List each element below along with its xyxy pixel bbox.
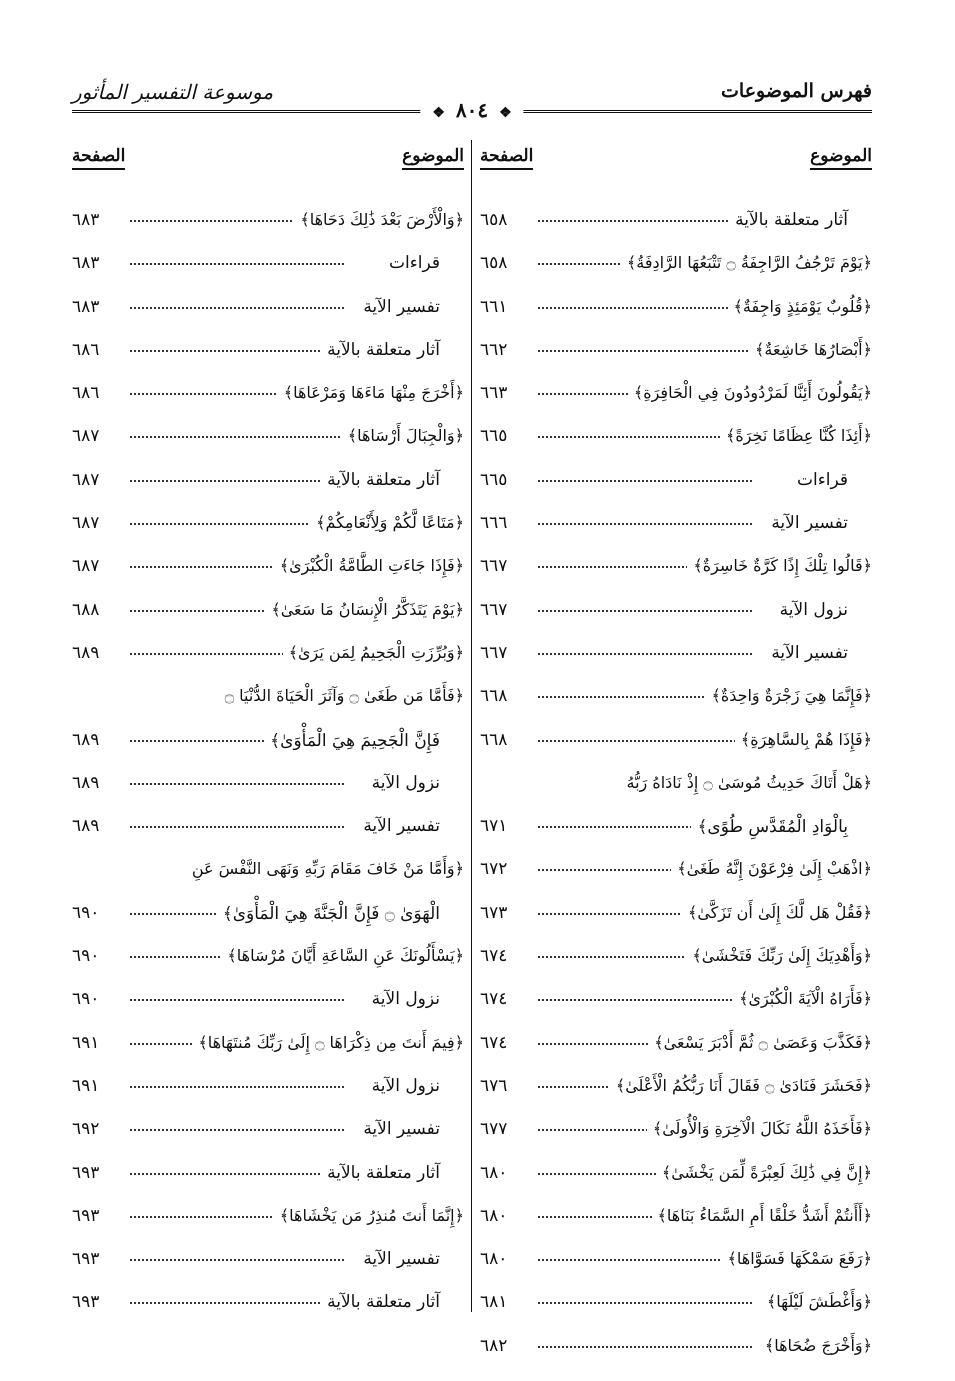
entry-topic: ﴿وَبُرِّزَتِ الْجَحِيمُ لِمَن يَرَىٰ﴾ bbox=[283, 643, 464, 662]
index-entry bbox=[480, 895, 872, 938]
entry-topic: فَإِنَّ الْجَحِيمَ هِيَ الْمَأْوَىٰ﴾ bbox=[264, 730, 440, 751]
entry-page: ٦٩١ bbox=[72, 1032, 100, 1053]
entry-page: ٦٦٥ bbox=[480, 469, 508, 490]
page-header bbox=[72, 80, 872, 122]
entry-topic: ﴿وَأَخْرَجَ ضُحَاهَا﴾ bbox=[759, 1336, 872, 1355]
leader-dots bbox=[130, 1173, 344, 1175]
entry-page: ٦٨٩ bbox=[72, 642, 100, 663]
entry-page: ٦٨٨ bbox=[72, 599, 100, 620]
index-entry bbox=[72, 592, 464, 635]
entry-topic: ﴿فَأَرَاهُ الْآيَةَ الْكُبْرَىٰ﴾ bbox=[733, 989, 872, 1008]
leader-dots bbox=[538, 653, 752, 655]
index-entry bbox=[480, 505, 872, 548]
index-entry bbox=[72, 1025, 464, 1068]
right-column-head bbox=[480, 140, 872, 182]
leader-dots bbox=[130, 999, 344, 1001]
entry-topic: ﴿يَوْمَ يَتَذَكَّرُ الْإِنسَانُ مَا سَعَىٰ﴾ bbox=[265, 600, 464, 619]
index-entry bbox=[72, 722, 464, 765]
index-entry bbox=[480, 678, 872, 721]
entry-page: ٦٦٧ bbox=[480, 599, 508, 620]
entry-page: ٦٦٨ bbox=[480, 729, 508, 750]
index-entry bbox=[480, 1155, 872, 1198]
index-entry bbox=[72, 245, 464, 288]
entry-page: ٦٩٢ bbox=[72, 1119, 100, 1140]
entry-page: ٦٨٩ bbox=[72, 816, 100, 837]
leader-dots bbox=[538, 480, 752, 482]
ornament-icon: ❖ bbox=[432, 105, 445, 121]
leader-dots bbox=[130, 307, 344, 309]
index-entry bbox=[480, 592, 872, 635]
leader-dots bbox=[130, 480, 344, 482]
entry-topic: ﴿أَئِذَا كُنَّا عِظَامًا نَخِرَةً﴾ bbox=[720, 426, 872, 445]
entry-page: ٦٨٣ bbox=[72, 210, 100, 230]
entry-page: ٦٥٨ bbox=[480, 253, 508, 274]
entry-page: ٦٦٥ bbox=[480, 426, 508, 447]
index-entry bbox=[72, 808, 464, 851]
entry-topic: ﴿وَأَهْدِيَكَ إِلَىٰ رَبِّكَ فَتَخْشَىٰ﴾ bbox=[686, 946, 872, 965]
index-entry bbox=[480, 462, 872, 505]
entry-topic: ﴿قَالُوا تِلْكَ إِذًا كَرَّةٌ خَاسِرَةٌ﴾ bbox=[687, 556, 872, 575]
index-entry bbox=[72, 202, 464, 245]
entry-topic: ﴿وَالْجِبَالَ أَرْسَاهَا﴾ bbox=[342, 426, 464, 445]
index-entry bbox=[72, 1284, 464, 1327]
entry-page: ٦٦٧ bbox=[480, 556, 508, 577]
index-entry bbox=[72, 1155, 464, 1198]
entry-page: ٦٧٦ bbox=[480, 1075, 508, 1096]
index-entry bbox=[480, 1025, 872, 1068]
entry-page: ٦٩٠ bbox=[72, 902, 100, 923]
entry-topic: تفسير الآية bbox=[765, 643, 848, 663]
leader-dots bbox=[538, 1302, 752, 1304]
entry-topic: ﴿أَأَنتُمْ أَشَدُّ خَلْقًا أَمِ السَّمَاءُ بَنَاهَا﴾ bbox=[652, 1206, 872, 1225]
entry-page: ٦٦٢ bbox=[480, 339, 508, 360]
entry-page: ٦٨٢ bbox=[480, 1335, 508, 1356]
entry-page: ٦٨١ bbox=[480, 1292, 508, 1313]
index-entry bbox=[72, 895, 464, 938]
entry-topic: ﴿يَسْأَلُونَكَ عَنِ السَّاعَةِ أَيَّانَ مُرْسَاهَا﴾ bbox=[221, 946, 464, 965]
index-entry bbox=[480, 245, 872, 288]
leader-dots bbox=[538, 1346, 752, 1348]
entry-topic: نزول الآية bbox=[366, 989, 440, 1009]
entry-topic: ﴿فَإِذَا جَاءَتِ الطَّامَّةُ الْكُبْرَىٰ﴾ bbox=[274, 556, 464, 575]
entry-topic: آثار متعلقة بالآية bbox=[729, 210, 848, 230]
entry-topic: آثار متعلقة بالآية bbox=[321, 340, 440, 360]
leader-dots bbox=[538, 999, 752, 1001]
entry-page: ٦٨٩ bbox=[72, 772, 100, 793]
entry-topic: ﴿فَأَمَّا مَن طَغَىٰ ۝ وَآثَرَ الْحَيَاةَ الدُّنْيَا ۝ bbox=[219, 686, 464, 705]
entry-page: ٦٨٧ bbox=[72, 426, 100, 447]
leader-dots bbox=[538, 350, 752, 352]
entry-topic: تفسير الآية bbox=[765, 513, 848, 533]
entry-page: ٦٨٠ bbox=[480, 1162, 508, 1183]
entry-page: ٦٧١ bbox=[480, 816, 508, 837]
leader-dots bbox=[130, 263, 344, 265]
entry-topic: ﴿فَإِنَّمَا هِيَ زَجْرَةٌ وَاحِدَةٌ﴾ bbox=[705, 686, 872, 705]
index-entry bbox=[72, 635, 464, 678]
index-entry bbox=[72, 765, 464, 808]
leader-dots bbox=[538, 523, 752, 525]
index-entry bbox=[72, 1198, 464, 1241]
entry-page: ٦٨٠ bbox=[480, 1249, 508, 1270]
index-entry bbox=[72, 418, 464, 461]
entry-topic: ﴿اذْهَبْ إِلَىٰ فِرْعَوْنَ إِنَّهُ طَغَىٰ﴾ bbox=[671, 859, 872, 878]
entry-page: ٦٦١ bbox=[480, 296, 508, 317]
leader-dots bbox=[130, 826, 344, 828]
entry-topic: تفسير الآية bbox=[357, 1249, 440, 1269]
entry-page: ٦٦٨ bbox=[480, 686, 508, 707]
index-entry bbox=[72, 1111, 464, 1154]
entry-page: ٦٦٣ bbox=[480, 383, 508, 404]
index-entry bbox=[480, 765, 872, 808]
entry-topic: آثار متعلقة بالآية bbox=[321, 1163, 440, 1183]
entry-page: ٦٨٩ bbox=[72, 729, 100, 750]
index-entry bbox=[480, 851, 872, 894]
entry-page: ٦٨٧ bbox=[72, 556, 100, 577]
entry-topic: ﴿وَأَمَّا مَنْ خَافَ مَقَامَ رَبِّهِ وَنَهَى النَّفْسَ عَنِ bbox=[186, 859, 464, 878]
leader-dots bbox=[538, 610, 752, 612]
page-number: ٨٠٤ bbox=[455, 98, 489, 122]
entry-page: ٦٨٠ bbox=[480, 1205, 508, 1226]
leader-dots bbox=[538, 307, 752, 309]
index-entry bbox=[72, 548, 464, 591]
leader-dots bbox=[130, 1129, 344, 1131]
entry-page: ٦٨٧ bbox=[72, 513, 100, 534]
right-column bbox=[480, 140, 872, 1356]
entry-topic: ﴿يَوْمَ تَرْجُفُ الرَّاجِفَةُ ۝ تَتْبَعُهَا الرَّادِفَةُ﴾ bbox=[621, 253, 872, 272]
index-entry bbox=[480, 375, 872, 418]
page-heading: الصفحة bbox=[480, 146, 533, 170]
entry-page: ٦٩١ bbox=[72, 1075, 100, 1096]
topic-heading: الموضوع bbox=[402, 146, 464, 170]
entry-topic: ﴿إِنَّ فِي ذَٰلِكَ لَعِبْرَةً لِّمَن يَخْشَىٰ﴾ bbox=[656, 1163, 872, 1182]
entry-page: ٦٧٧ bbox=[480, 1119, 508, 1140]
index-entry bbox=[72, 981, 464, 1024]
right-rows bbox=[480, 202, 872, 1371]
entry-page: ٦٧٤ bbox=[480, 946, 508, 967]
entry-topic: ﴿قُلُوبٌ يَوْمَئِذٍ وَاجِفَةٌ﴾ bbox=[728, 297, 872, 316]
topic-heading: الموضوع bbox=[810, 146, 872, 170]
entry-page: ٦٩٠ bbox=[72, 946, 100, 967]
entry-topic: نزول الآية bbox=[366, 1076, 440, 1096]
entry-page: ٦٩٣ bbox=[72, 1162, 100, 1183]
entry-page: ٦٨٦ bbox=[72, 383, 100, 404]
index-entry bbox=[72, 289, 464, 332]
section-title: فهرس الموضوعات bbox=[721, 80, 872, 102]
index-entry bbox=[72, 375, 464, 418]
entry-page: ٦٩٣ bbox=[72, 1205, 100, 1226]
index-entry bbox=[480, 202, 872, 245]
entry-page: ٦٧٤ bbox=[480, 1032, 508, 1053]
entry-page: ٦٧٢ bbox=[480, 859, 508, 880]
entry-topic: ﴿إِنَّمَا أَنتَ مُنذِرُ مَن يَخْشَاهَا﴾ bbox=[274, 1206, 464, 1225]
index-entry bbox=[480, 1284, 872, 1327]
entry-topic: ﴿وَالْأَرْضَ بَعْدَ ذَٰلِكَ دَحَاهَا﴾ bbox=[294, 210, 464, 229]
leader-dots bbox=[538, 1259, 752, 1261]
entry-page: ٦٨٦ bbox=[72, 339, 100, 360]
entry-topic: ﴿فَحَشَرَ فَنَادَىٰ ۝ فَقَالَ أَنَا رَبُّكُمُ الْأَعْلَىٰ﴾ bbox=[610, 1076, 872, 1095]
index-entry bbox=[480, 722, 872, 765]
entry-topic: تفسير الآية bbox=[357, 1119, 440, 1139]
entry-topic: ﴿فِيمَ أَنتَ مِن ذِكْرَاهَا ۝ إِلَىٰ رَبِّكَ مُنتَهَاهَا﴾ bbox=[192, 1033, 464, 1052]
index-entry bbox=[480, 981, 872, 1024]
entry-topic: آثار متعلقة بالآية bbox=[321, 470, 440, 490]
leader-dots bbox=[130, 783, 344, 785]
left-column-head bbox=[72, 140, 464, 182]
index-entry bbox=[480, 1328, 872, 1371]
entry-topic: ﴿فَإِذَا هُمْ بِالسَّاهِرَةِ﴾ bbox=[735, 730, 872, 749]
entry-page: ٦٨٧ bbox=[72, 469, 100, 490]
entry-page: ٦٥٨ bbox=[480, 210, 508, 230]
index-entry bbox=[480, 1198, 872, 1241]
entry-page: ٦٨٣ bbox=[72, 253, 100, 274]
index-entry bbox=[72, 851, 464, 894]
entry-topic: ﴿فَكَذَّبَ وَعَصَىٰ ۝ ثُمَّ أَدْبَرَ يَسْعَىٰ﴾ bbox=[648, 1033, 872, 1052]
left-column bbox=[72, 140, 464, 1315]
entry-topic: ﴿مَتَاعًا لَّكُمْ وَلِأَنْعَامِكُمْ﴾ bbox=[310, 513, 464, 532]
entry-topic: تفسير الآية bbox=[357, 816, 440, 836]
index-entry bbox=[72, 505, 464, 548]
entry-topic: ﴿أَبْصَارُهَا خَاشِعَةٌ﴾ bbox=[749, 340, 872, 359]
entry-topic: قراءات bbox=[383, 253, 440, 273]
index-entry bbox=[72, 938, 464, 981]
entry-topic: قراءات bbox=[791, 470, 848, 490]
entry-page: ٦٦٧ bbox=[480, 642, 508, 663]
entry-page: ٦٩٠ bbox=[72, 989, 100, 1010]
leader-dots bbox=[130, 1302, 344, 1304]
entry-topic: آثار متعلقة بالآية bbox=[321, 1292, 440, 1312]
index-entry bbox=[480, 1111, 872, 1154]
index-entry bbox=[480, 635, 872, 678]
index-entry bbox=[72, 1068, 464, 1111]
entry-page: ٦٩٣ bbox=[72, 1249, 100, 1270]
entry-topic: ﴿وَأَغْطَشَ لَيْلَهَا﴾ bbox=[761, 1292, 872, 1311]
left-rows bbox=[72, 202, 464, 1328]
entry-topic: تفسير الآية bbox=[357, 297, 440, 317]
leader-dots bbox=[130, 350, 344, 352]
index-entry bbox=[480, 808, 872, 851]
index-entry bbox=[480, 548, 872, 591]
entry-topic: ﴿رَفَعَ سَمْكَهَا فَسَوَّاهَا﴾ bbox=[722, 1249, 873, 1268]
page-number-block bbox=[420, 98, 523, 122]
entry-topic: ﴿يَقُولُونَ أَئِنَّا لَمَرْدُودُونَ فِي الْحَافِرَةِ﴾ bbox=[628, 383, 872, 402]
column-divider bbox=[471, 140, 472, 1312]
index-entry bbox=[72, 678, 464, 721]
index-entry bbox=[480, 418, 872, 461]
entry-topic: ﴿أَخْرَجَ مِنْهَا مَاءَهَا وَمَرْعَاهَا﴾ bbox=[278, 383, 464, 402]
index-entry bbox=[480, 332, 872, 375]
entry-page: ٦٨٣ bbox=[72, 296, 100, 317]
entry-page: ٦٧٣ bbox=[480, 902, 508, 923]
index-entry bbox=[480, 289, 872, 332]
leader-dots bbox=[538, 220, 752, 222]
index-entry bbox=[72, 332, 464, 375]
entry-topic: بِالْوَادِ الْمُقَدَّسِ طُوًى﴾ bbox=[691, 816, 848, 837]
entry-topic: ﴿فَأَخَذَهُ اللَّهُ نَكَالَ الْآخِرَةِ وَالْأُولَىٰ﴾ bbox=[647, 1119, 872, 1138]
index-entry bbox=[480, 1068, 872, 1111]
entry-topic: نزول الآية bbox=[366, 773, 440, 793]
entry-topic: ﴿هَلْ أَتَاكَ حَدِيثُ مُوسَىٰ ۝ إِذْ نَادَاهُ رَبُّهُ bbox=[620, 773, 872, 792]
entry-topic: نزول الآية bbox=[774, 600, 848, 620]
book-title: موسوعة التفسير المأثور bbox=[72, 80, 274, 104]
leader-dots bbox=[130, 1086, 344, 1088]
page-heading: الصفحة bbox=[72, 146, 125, 170]
leader-dots bbox=[130, 436, 344, 438]
leader-dots bbox=[130, 1259, 344, 1261]
entry-topic: الْهَوَىٰ ۝ فَإِنَّ الْجَنَّةَ هِيَ الْمَأْوَىٰ﴾ bbox=[217, 903, 440, 924]
entry-page: ٦٦٦ bbox=[480, 513, 508, 534]
entry-page: ٦٧٤ bbox=[480, 989, 508, 1010]
index-entry bbox=[72, 1241, 464, 1284]
entry-page: ٦٩٣ bbox=[72, 1292, 100, 1313]
index-entry bbox=[480, 938, 872, 981]
entry-topic: ﴿فَقُلْ هَل لَّكَ إِلَىٰ أَن تَزَكَّىٰ﴾ bbox=[682, 903, 872, 922]
index-entry bbox=[480, 1241, 872, 1284]
index-entry bbox=[72, 462, 464, 505]
ornament-icon: ❖ bbox=[499, 105, 512, 121]
leader-dots bbox=[538, 740, 752, 742]
